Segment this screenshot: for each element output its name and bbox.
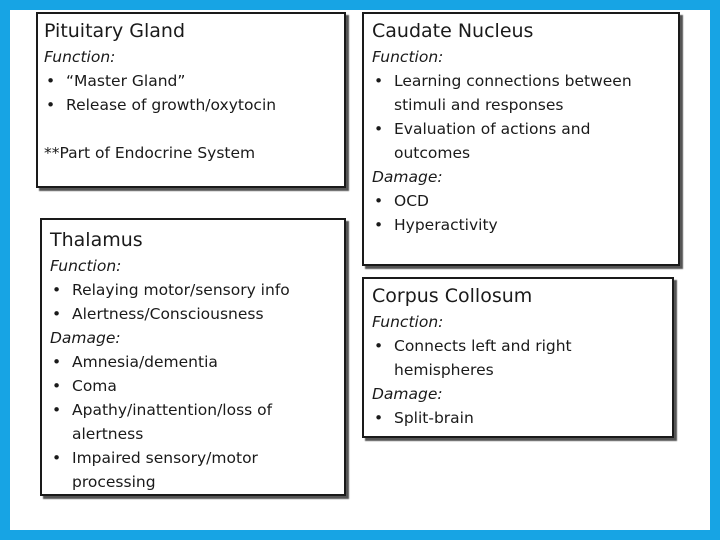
list-item: • Relaying motor/sensory info — [50, 278, 336, 302]
pituitary-function-list — [44, 69, 338, 117]
bullet-icon: • — [374, 409, 384, 427]
list-item: • Split-brain — [372, 406, 664, 430]
caudate-function-label: Function: — [372, 48, 444, 66]
pituitary-gland-box — [36, 12, 346, 188]
corpus-title: Corpus Collosum — [372, 285, 533, 307]
corpus-function-list — [372, 334, 664, 382]
pituitary-function-label: Function: — [44, 48, 116, 66]
bullet-icon: • — [52, 305, 62, 323]
bullet-icon: • — [52, 353, 62, 371]
bullet-icon: • — [46, 72, 56, 90]
bullet-icon: • — [374, 337, 384, 355]
caudate-title: Caudate Nucleus — [372, 20, 534, 42]
list-item: • Release of growth/oxytocin — [44, 93, 338, 117]
corpus-damage-list — [372, 406, 664, 430]
thalamus-damage-list — [50, 350, 336, 494]
list-item: • Connects left and right hemispheres — [372, 334, 664, 382]
caudate-function-list — [372, 69, 670, 165]
list-item: • Alertness/Consciousness — [50, 302, 336, 326]
pituitary-note: **Part of Endocrine System — [44, 144, 256, 162]
list-item: • Hyperactivity — [372, 213, 670, 237]
thalamus-title: Thalamus — [50, 229, 143, 251]
bullet-icon: • — [52, 401, 62, 419]
bullet-icon: • — [374, 216, 384, 234]
bullet-icon: • — [52, 281, 62, 299]
caudate-nucleus-box — [362, 12, 680, 266]
list-item: • Impaired sensory/motor processing — [50, 446, 336, 494]
caudate-damage-label: Damage: — [372, 168, 443, 186]
caudate-damage-list — [372, 189, 670, 237]
list-item: • Learning connections between stimuli and responses — [372, 69, 670, 117]
thalamus-function-list — [50, 278, 336, 326]
list-item: • Amnesia/dementia — [50, 350, 336, 374]
bullet-icon: • — [374, 192, 384, 210]
corpus-damage-label: Damage: — [372, 385, 443, 403]
bullet-icon: • — [52, 377, 62, 395]
list-item: • Apathy/inattention/loss of alertness — [50, 398, 336, 446]
corpus-function-label: Function: — [372, 313, 444, 331]
list-item: • OCD — [372, 189, 670, 213]
list-item: • “Master Gland” — [44, 69, 338, 93]
thalamus-function-label: Function: — [50, 257, 122, 275]
bullet-icon: • — [52, 449, 62, 467]
list-item: • Coma — [50, 374, 336, 398]
bullet-icon: • — [374, 120, 384, 138]
bullet-icon: • — [374, 72, 384, 90]
thalamus-damage-label: Damage: — [50, 329, 121, 347]
pituitary-title: Pituitary Gland — [44, 20, 186, 42]
corpus-collosum-box — [362, 277, 674, 438]
list-item: • Evaluation of actions and outcomes — [372, 117, 670, 165]
thalamus-box — [40, 218, 346, 496]
bullet-icon: • — [46, 96, 56, 114]
